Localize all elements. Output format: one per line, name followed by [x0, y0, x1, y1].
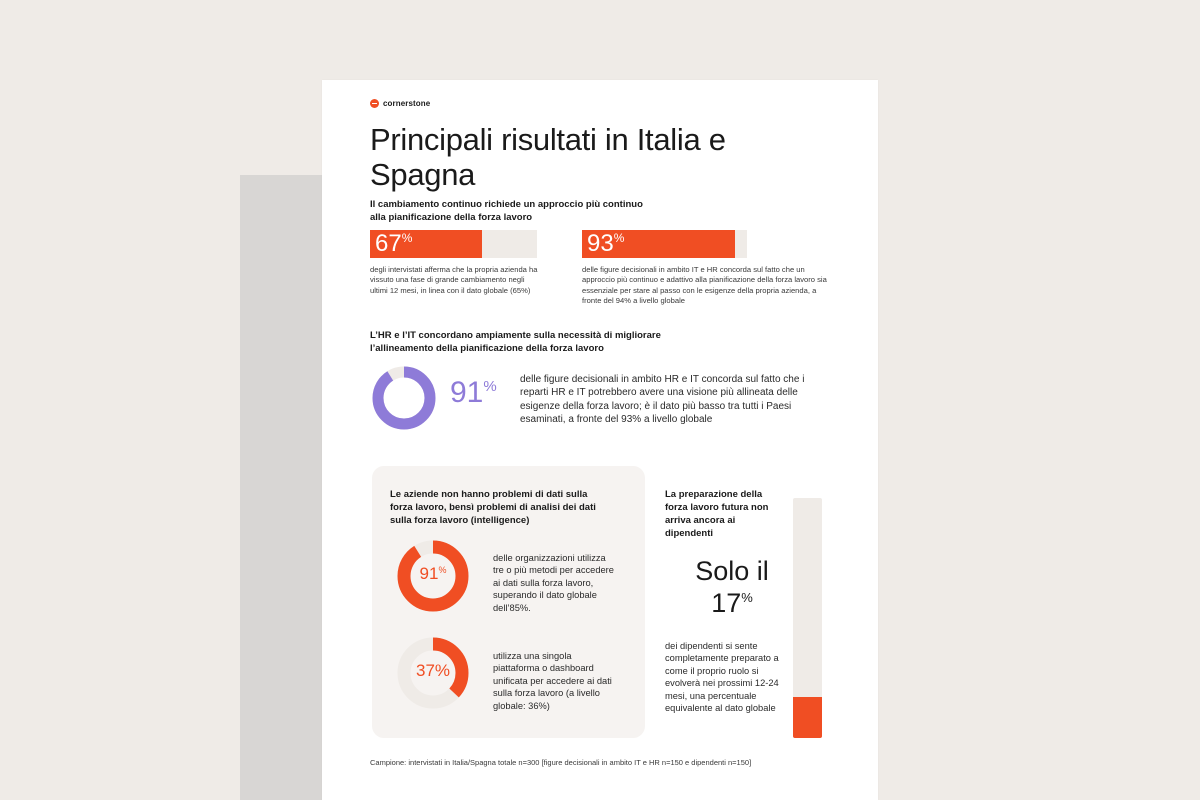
- stat-bar-93: [582, 230, 747, 258]
- stat-description: degli intervistati afferma che la propria azienda ha vissuto una fase di grande cambiamento negli ultimi 12 mesi, in linea con il dato globale (65%): [370, 265, 538, 295]
- stat-description: delle figure decisionali in ambito HR e IT concorda sul fatto che i reparti HR e IT potrebbero avere una visione più allineata delle esigenze della forza lavoro; è il dato più basso tra tutti i Paesi esaminati, a fronte del 93% a livello globale: [520, 374, 805, 425]
- stat-bar-67: [370, 230, 537, 258]
- stat-description: delle organizzazioni utilizza tre o più metodi per accedere ai dati sulla forza lavoro, superando il dato globale dell’85%.: [493, 553, 614, 613]
- stat-value: 67%: [375, 230, 413, 257]
- donut-label: 91%: [419, 564, 447, 583]
- stat-value-large: 91%: [450, 376, 497, 409]
- section4-heading: La preparazione della forza lavoro futura non arriva ancora ai dipendenti: [665, 489, 769, 539]
- brand-name: cornerstone: [383, 99, 431, 108]
- section1-heading: Il cambiamento continuo richiede un approccio più continuo alla pianificazione della forza lavoro: [370, 199, 643, 223]
- section3-heading: Le aziende non hanno problemi di dati sulla forza lavoro, bensì problemi di analisi dei dati sulla forza lavoro (intelligence): [390, 489, 596, 526]
- cornerstone-logo-icon: [370, 99, 379, 108]
- donut-arc: [378, 372, 430, 424]
- vertical-progress-fill: [793, 697, 822, 738]
- stat-description: dei dipendenti si sente completamente preparato a come il proprio ruolo si evolverà nei prossimi 12-24 mesi, una percentuale equivalente al dato globale: [665, 641, 779, 714]
- data-analysis-panel: [372, 466, 645, 738]
- donut-label: 37%: [415, 661, 451, 680]
- vertical-progress-bar: [793, 498, 822, 738]
- report-page: [322, 80, 878, 800]
- stat-value: 17%: [711, 588, 753, 618]
- stat-description: utilizza una singola piattaforma o dashboard unificata per accedere ai dati sulla forza lavoro (a livello globale: 36%): [493, 651, 612, 711]
- brand-logo: [370, 99, 430, 108]
- stat-value: 93%: [587, 230, 625, 257]
- stat-value-large: [662, 555, 802, 624]
- page-title: Principali risultati in Italia e Spagna: [370, 122, 726, 192]
- stat-lead: Solo il: [695, 556, 769, 586]
- stat-description: delle figure decisionali in ambito IT e HR concorda sul fatto che un approccio più continuo e adattivo alla pianificazione della forza lavoro sia essenziale per stare al passo con le esigenze della propria azienda, a fronte del 94% a livello globale: [582, 265, 827, 306]
- section2-heading: L’HR e l’IT concordano ampiamente sulla necessità di migliorare l’allineamento della pianificazione della forza lavoro: [370, 330, 661, 354]
- sample-footnote: Campione: intervistati in Italia/Spagna totale n=300 [figure decisionali in ambito IT e HR n=150 e dipendenti n=150]: [370, 758, 752, 767]
- donut-chart-91-purple: [371, 365, 437, 431]
